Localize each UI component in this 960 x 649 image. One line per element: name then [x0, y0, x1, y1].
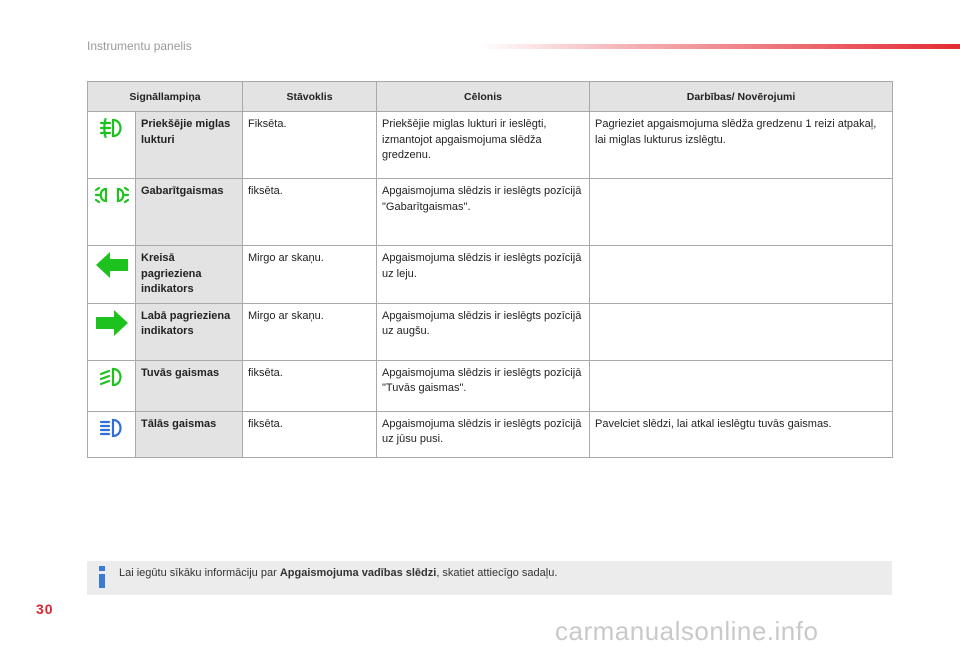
table-row — [88, 179, 893, 246]
header-rule — [480, 44, 960, 49]
info-text-link: Apgaismojuma vadības slēdzi — [279, 567, 437, 579]
lamp-name: Priekšējie miglas lukturi — [136, 112, 243, 179]
lamp-state: fiksēta. — [243, 179, 377, 246]
left-arrow-icon — [95, 251, 129, 279]
lamp-name: Labā pagrieziena indikators — [136, 303, 243, 360]
main-beam-icon — [98, 417, 126, 439]
lamp-cause: Priekšējie miglas lukturi ir ieslēgti, izmantojot apgaismojuma slēdža gredzenu. — [377, 112, 590, 179]
lamp-cause: Apgaismojuma slēdzis ir ieslēgts pozīcijā uz jūsu pusi. — [377, 411, 590, 457]
dipped-beam-icon — [98, 366, 126, 388]
front-fog-lamp-icon — [98, 117, 126, 139]
right-arrow-icon — [95, 309, 129, 337]
lamp-state: Fiksēta. — [243, 112, 377, 179]
sidelights-icon — [95, 184, 129, 206]
table-row — [88, 360, 893, 411]
info-note — [87, 561, 892, 595]
lamp-state: Mirgo ar skaņu. — [243, 303, 377, 360]
info-icon — [96, 566, 108, 588]
table-row — [88, 303, 893, 360]
lamp-cause: Apgaismojuma slēdzis ir ieslēgts pozīcijā uz augšu. — [377, 303, 590, 360]
column-header-action: Darbības/ Novērojumi — [590, 82, 893, 112]
table-header-row — [88, 82, 893, 112]
lamp-icon-cell — [88, 360, 136, 411]
lamp-action — [590, 360, 893, 411]
lamp-icon-cell — [88, 112, 136, 179]
info-text — [119, 567, 557, 579]
section-title: Instrumentu panelis — [87, 39, 192, 53]
lamp-action — [590, 179, 893, 246]
lamp-cause: Apgaismojuma slēdzis ir ieslēgts pozīcijā "Tuvās gaismas". — [377, 360, 590, 411]
lamp-name: Kreisā pagrieziena indikators — [136, 246, 243, 304]
lamp-state: fiksēta. — [243, 360, 377, 411]
lamp-action — [590, 303, 893, 360]
lamp-action — [590, 246, 893, 304]
table-row — [88, 246, 893, 304]
column-header-cause: Cēlonis — [377, 82, 590, 112]
lamp-name: Tuvās gaismas — [136, 360, 243, 411]
table-row — [88, 411, 893, 457]
info-text-prefix: Lai iegūtu sīkāku informāciju par — [119, 567, 280, 579]
lamp-cause: Apgaismojuma slēdzis ir ieslēgts pozīcijā uz leju. — [377, 246, 590, 304]
lamp-cause: Apgaismojuma slēdzis ir ieslēgts pozīcijā "Gabarītgaismas". — [377, 179, 590, 246]
column-header-state: Stāvoklis — [243, 82, 377, 112]
lamp-state: Mirgo ar skaņu. — [243, 246, 377, 304]
lamp-icon-cell — [88, 179, 136, 246]
warning-lamps-table — [87, 81, 893, 458]
lamp-state: fiksēta. — [243, 411, 377, 457]
page-number: 30 — [36, 601, 54, 617]
lamp-action: Pagrieziet apgaismojuma slēdža gredzenu 1 reizi atpakaļ, lai miglas lukturus izslēgtu. — [590, 112, 893, 179]
lamp-action: Pavelciet slēdzi, lai atkal ieslēgtu tuvās gaismas. — [590, 411, 893, 457]
lamp-icon-cell — [88, 246, 136, 304]
lamp-name: Tālās gaismas — [136, 411, 243, 457]
column-header-lamp: Signāllampiņa — [88, 82, 243, 112]
watermark: carmanualsonline.info — [555, 616, 819, 646]
lamp-name: Gabarītgaismas — [136, 179, 243, 246]
info-text-suffix: , skatiet attiecīgo sadaļu. — [436, 567, 558, 579]
table-row — [88, 112, 893, 179]
lamp-icon-cell — [88, 411, 136, 457]
lamp-icon-cell — [88, 303, 136, 360]
